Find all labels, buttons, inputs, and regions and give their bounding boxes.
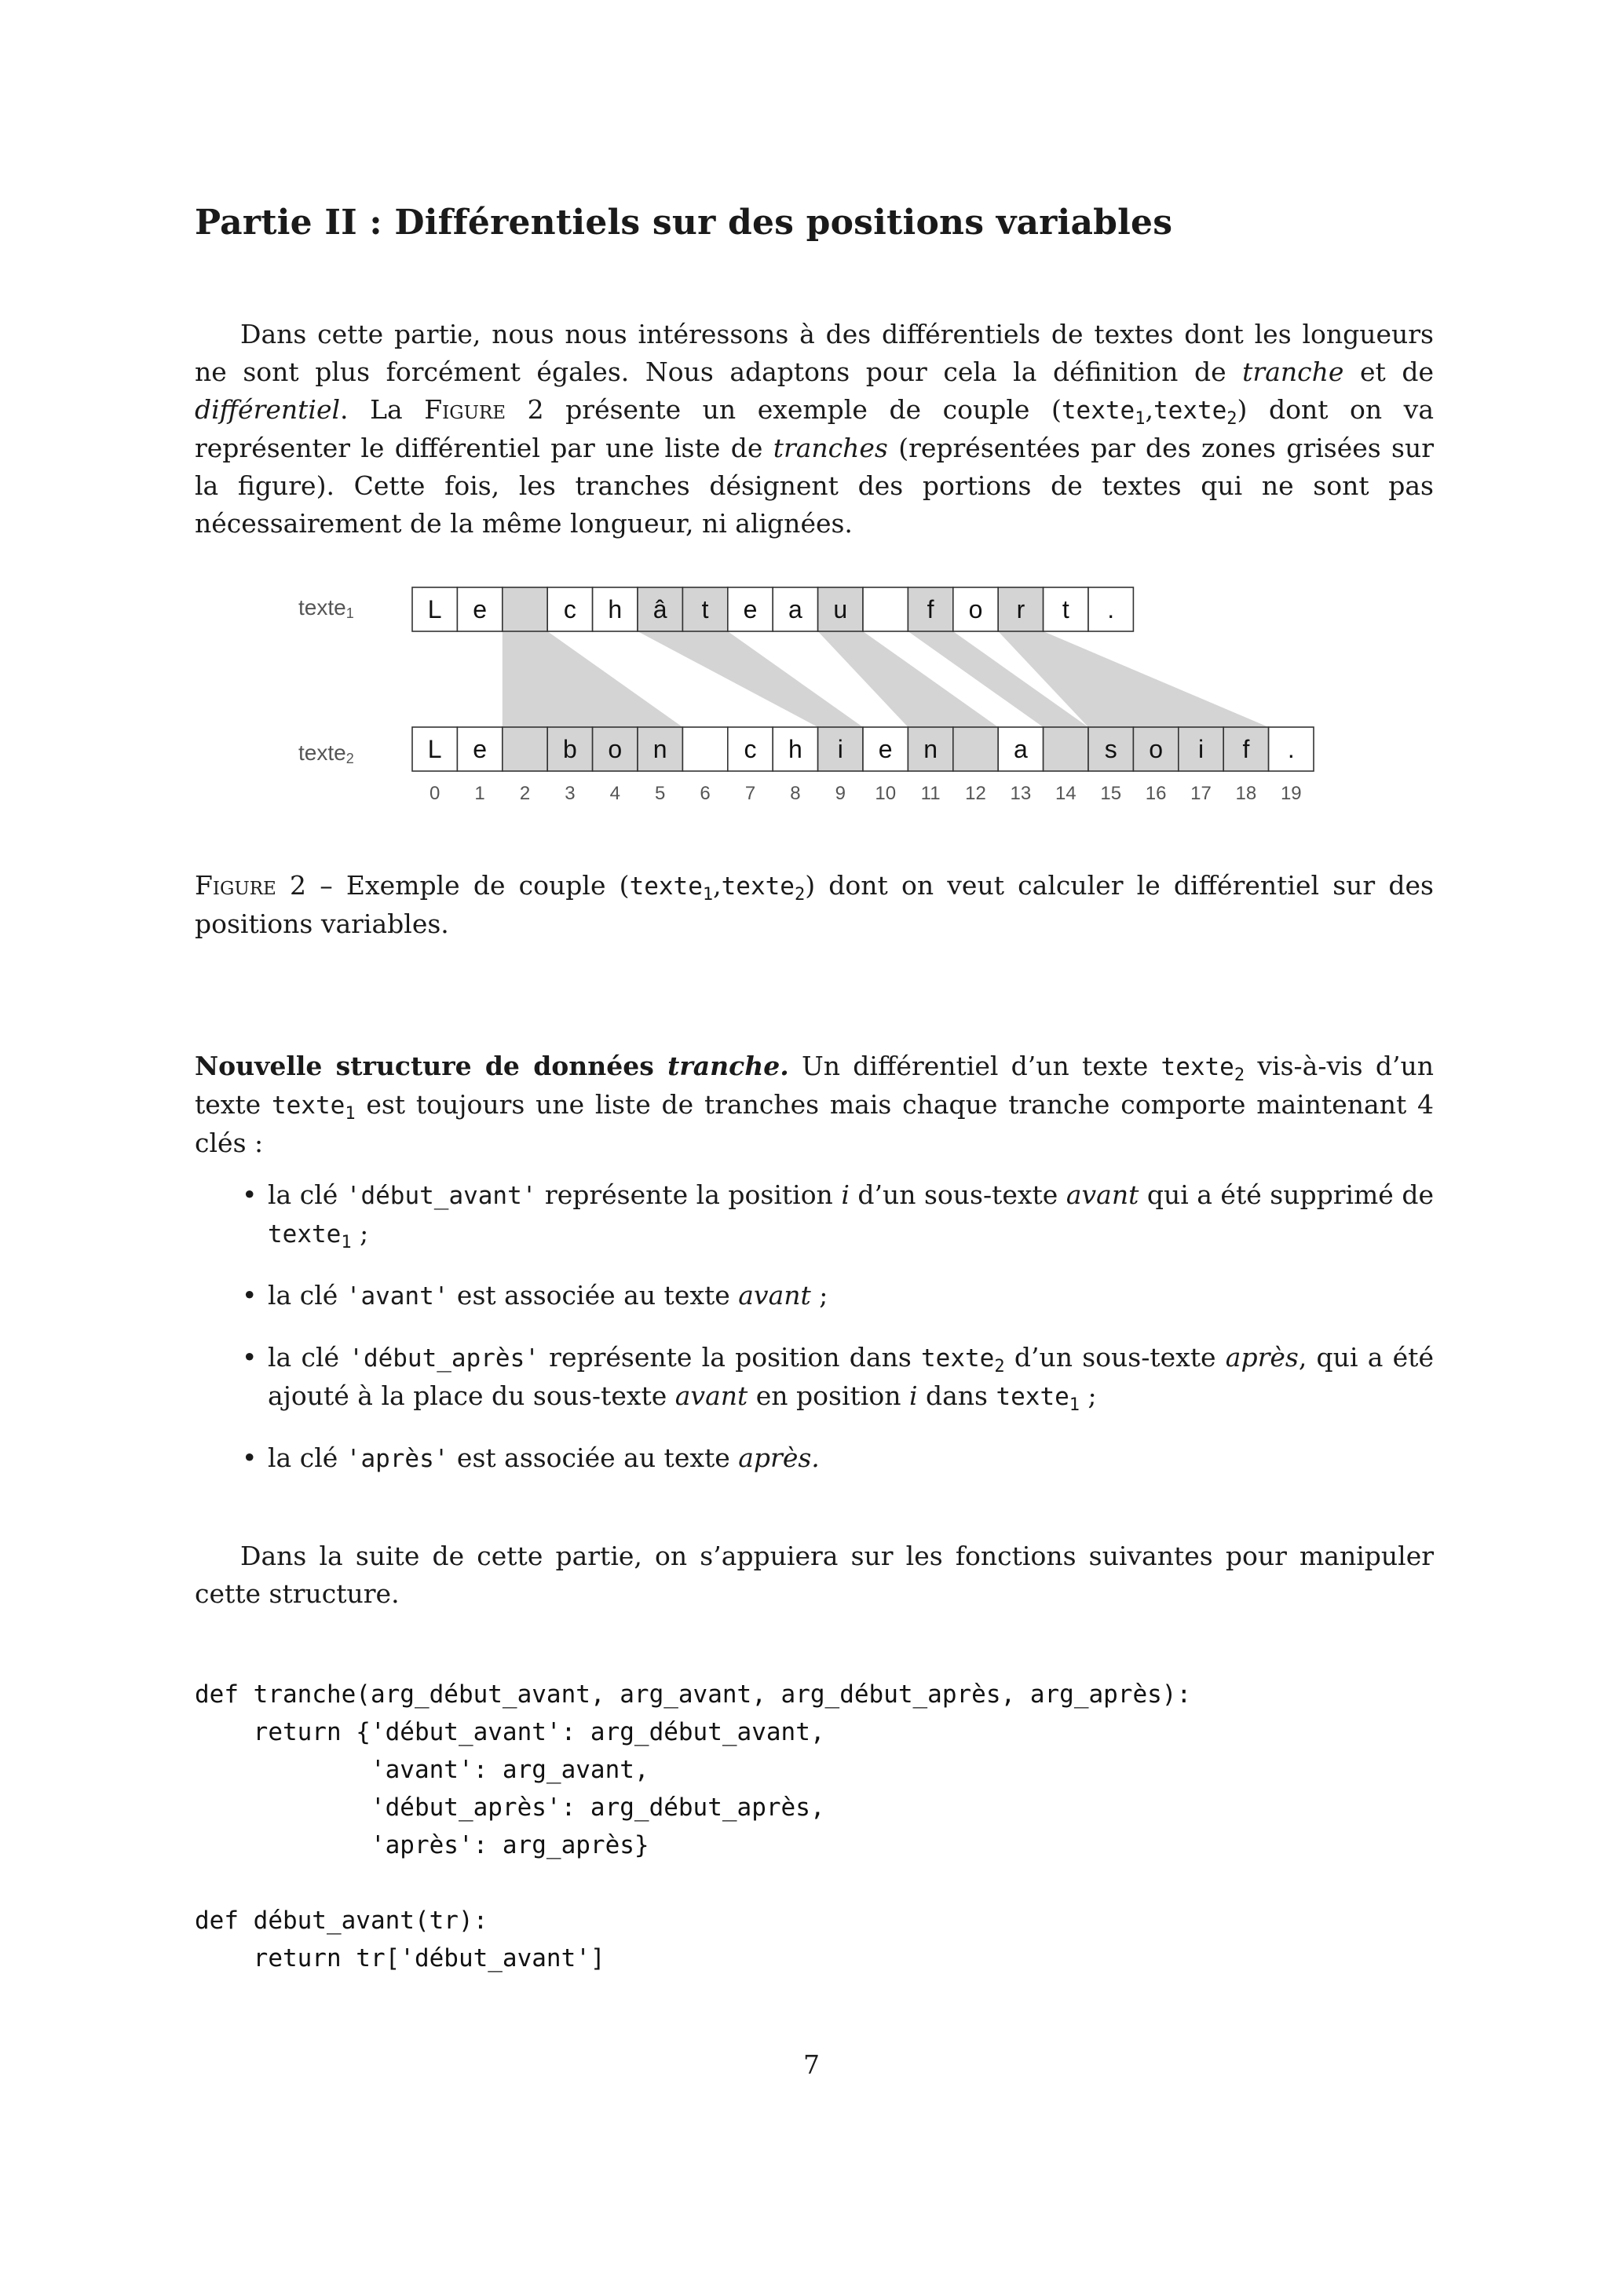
intro-term-tranche: tranche: [1242, 356, 1344, 387]
figure-diagram: [283, 565, 1335, 817]
texte2-char-13: a: [1014, 735, 1028, 763]
texte2-char-5: n: [652, 735, 667, 763]
index-label-16: 16: [1145, 783, 1167, 804]
struct-text: Un différentiel d’un texte: [788, 1051, 1161, 1081]
texte1-char-8: a: [788, 595, 802, 623]
texte1-cell-7: [728, 587, 773, 631]
tranche-link-1: [638, 631, 863, 727]
var-texte2: texte$_2$: [1161, 1053, 1245, 1086]
texte2-box-14: [1044, 727, 1088, 771]
texte2-cell-1: [457, 727, 502, 771]
label-texte2: texte2: [298, 740, 354, 766]
var-texte2: texte$_2$: [921, 1344, 1005, 1377]
texte2-cell-8: [773, 727, 817, 771]
var-texte1: texte$_1$: [1061, 397, 1146, 430]
tranche-link-0: [503, 631, 683, 727]
texte2-cell-7: [728, 727, 773, 771]
texte1-char-14: t: [1062, 595, 1069, 623]
index-label-0: 0: [430, 783, 440, 804]
comma: ,: [1145, 394, 1153, 425]
texte2-row: [412, 727, 1314, 771]
intro-text: . La: [340, 394, 425, 425]
texte1-cell-10: [863, 587, 908, 631]
texte1-cell-5: [638, 587, 682, 631]
texte2-char-19: .: [1287, 735, 1295, 763]
list-item: • la clé 'début_après' représente la position dans texte$_2$ d’un sous-texte après, qui a été ajouté à la place du sous-texte avant en position i dans texte$_1$ ;: [195, 1339, 1434, 1416]
index-label-10: 10: [875, 783, 897, 804]
caption-figure-word: Figure: [195, 870, 276, 901]
texte1-cell-1: [457, 587, 502, 631]
texte1-char-13: r: [1016, 595, 1025, 623]
code-block-debut-avant: def début_avant(tr): return tr['début_avant']: [195, 1907, 605, 1972]
struct-text: est toujours une liste de tranches mais chaque tranche comporte maintenant 4 clés :: [195, 1089, 1434, 1158]
texte1-cell-14: [1044, 587, 1088, 631]
texte2-cell-6: [682, 727, 727, 771]
texte1-char-7: e: [743, 595, 758, 623]
texte2-cell-17: [1179, 727, 1223, 771]
var-texte1: texte$_1$: [629, 872, 714, 905]
texte2-cell-12: [953, 727, 998, 771]
index-label-17: 17: [1190, 783, 1212, 804]
texte2-cell-9: [818, 727, 863, 771]
texte1-cell-6: [682, 587, 727, 631]
index-label-15: 15: [1100, 783, 1122, 804]
texte1-char-12: o: [968, 595, 983, 623]
texte2-char-11: n: [923, 735, 938, 763]
index-label-4: 4: [609, 783, 620, 804]
texte1-char-6: t: [701, 595, 709, 623]
texte2-cell-13: [998, 727, 1043, 771]
list-item: • la clé 'avant' est associée au texte avant ;: [195, 1277, 1434, 1315]
key-debut-apres: 'début_après': [349, 1344, 539, 1373]
texte2-box-12: [953, 727, 998, 771]
texte2-char-7: c: [744, 735, 757, 763]
section-title: Partie II : Différentiels sur des positions variables: [195, 203, 1173, 243]
page-number: 7: [803, 2049, 820, 2080]
index-label-1: 1: [474, 783, 485, 804]
texte2-cell-19: [1269, 727, 1314, 771]
label-texte1: texte1: [298, 595, 354, 621]
var-texte2: texte$_2$: [1153, 397, 1237, 430]
texte2-char-9: i: [837, 735, 843, 763]
var-texte1: texte$_1$: [271, 1091, 356, 1124]
var-texte1: texte$_1$: [268, 1220, 352, 1253]
index-label-8: 8: [790, 783, 801, 804]
index-row: [430, 783, 1302, 804]
texte2-char-18: f: [1242, 735, 1250, 763]
texte1-cell-11: [908, 587, 952, 631]
index-label-9: 9: [835, 783, 846, 804]
texte2-cell-2: [503, 727, 547, 771]
tranche-links: [503, 631, 1269, 727]
key-debut-avant: 'début_avant': [345, 1182, 537, 1210]
texte2-cell-11: [908, 727, 952, 771]
intro-paragraph: [195, 316, 1434, 543]
texte1-char-1: e: [473, 595, 487, 623]
index-label-14: 14: [1055, 783, 1077, 804]
index-label-11: 11: [920, 783, 941, 804]
intro-text: (représentées par des zones grisées sur la figure). Cette fois, les tranches désignent des portions de textes qui ne sont pas nécessairement de la même longueur, ni alignées.: [195, 433, 1434, 539]
after-bullets-paragraph: Dans la suite de cette partie, on s’appuiera sur les fonctions suivantes pour manipuler cette structure.: [195, 1541, 1434, 1609]
texte1-char-0: L: [427, 595, 442, 623]
texte1-char-9: u: [833, 595, 848, 623]
index-label-7: 7: [744, 783, 756, 804]
texte1-cell-0: [412, 587, 457, 631]
texte1-row: [412, 587, 1133, 631]
bullet-icon: •: [242, 1179, 258, 1210]
intro-text: Dans cette partie, nous nous intéressons à des différentiels de textes dont les longueurs ne sont plus forcément égales. Nous adaptons pour cela la définition de: [195, 319, 1434, 387]
caption-text: 2 – Exemple de couple (: [276, 870, 630, 901]
index-label-5: 5: [655, 783, 666, 804]
struct-heading: Nouvelle structure de données: [195, 1051, 668, 1081]
caption-text: ) dont on veut calculer le différentiel sur des positions variables.: [195, 870, 1434, 939]
texte1-cell-3: [547, 587, 592, 631]
code-block-tranche: def tranche(arg_début_avant, arg_avant, arg_début_après, arg_après): return {'début_avant': arg_début_avant, 'avant': arg_avant, 'début_après': arg_début_après, 'après': arg_après}: [195, 1680, 1192, 1859]
texte1-char-3: c: [563, 595, 576, 623]
texte2-char-17: i: [1197, 735, 1204, 763]
texte2-box-2: [503, 727, 547, 771]
texte2-cell-15: [1088, 727, 1133, 771]
texte2-cell-0: [412, 727, 457, 771]
texte2-char-4: o: [608, 735, 623, 763]
texte1-cell-4: [593, 587, 638, 631]
texte2-char-15: s: [1104, 735, 1117, 763]
bullet-icon: •: [242, 1280, 258, 1311]
index-label-12: 12: [965, 783, 986, 804]
texte2-cell-3: [547, 727, 592, 771]
bullet-icon: •: [242, 1342, 258, 1373]
texte1-char-5: â: [652, 595, 667, 623]
texte2-char-16: o: [1149, 735, 1163, 763]
texte2-char-10: e: [878, 735, 893, 763]
texte2-char-8: h: [788, 735, 802, 763]
intro-text: et de: [1343, 356, 1434, 387]
texte2-cell-16: [1133, 727, 1178, 771]
texte1-cell-12: [953, 587, 998, 631]
var-texte1: texte$_1$: [996, 1383, 1080, 1416]
texte2-char-0: L: [427, 735, 442, 763]
texte1-cell-13: [998, 587, 1043, 631]
texte2-cell-4: [593, 727, 638, 771]
texte2-box-6: [682, 727, 727, 771]
texte2-cell-18: [1223, 727, 1268, 771]
texte1-cell-8: [773, 587, 817, 631]
texte1-cell-15: [1088, 587, 1133, 631]
index-label-13: 13: [1010, 783, 1032, 804]
key-apres: 'après': [345, 1445, 449, 1473]
index-label-3: 3: [565, 783, 576, 804]
key-avant: 'avant': [345, 1282, 449, 1311]
texte2-cell-5: [638, 727, 682, 771]
struct-heading-italic: tranche.: [667, 1051, 789, 1081]
index-label-6: 6: [700, 783, 711, 804]
index-label-19: 19: [1280, 783, 1302, 804]
struct-text: vis-à-vis d’un texte: [195, 1051, 1435, 1120]
texte1-box-2: [503, 587, 547, 631]
texte2-char-1: e: [473, 735, 487, 763]
texte1-cell-9: [818, 587, 863, 631]
comma: ,: [713, 870, 722, 901]
bullet-icon: •: [242, 1442, 258, 1473]
texte1-box-10: [863, 587, 908, 631]
texte1-cell-2: [503, 587, 547, 631]
keys-list: [195, 1176, 1434, 1501]
intro-term-tranches: tranches: [773, 433, 888, 463]
intro-text: ) dont on va représenter le différentiel par une liste de: [195, 394, 1434, 463]
list-item: • la clé 'début_avant' représente la position i d’un sous-texte avant qui a été supprimé de texte$_1$ ;: [195, 1176, 1434, 1253]
texte1-char-4: h: [608, 595, 623, 623]
texte2-cell-14: [1044, 727, 1088, 771]
index-label-18: 18: [1235, 783, 1257, 804]
list-item: • la clé 'après' est associée au texte après.: [195, 1439, 1434, 1478]
figure-ref: Figure: [424, 394, 506, 425]
intro-text: 2 présente un exemple de couple (: [506, 394, 1062, 425]
texte1-char-15: .: [1107, 595, 1115, 623]
texte1-char-11: f: [927, 595, 934, 623]
figure-2: [283, 565, 1335, 817]
index-label-2: 2: [519, 783, 531, 804]
figure-caption: [195, 867, 1434, 943]
intro-term-differentiel: différentiel: [195, 394, 341, 425]
var-texte2: texte$_2$: [721, 872, 806, 905]
struct-paragraph: [195, 1047, 1434, 1162]
texte2-cell-10: [863, 727, 908, 771]
texte2-char-3: b: [563, 735, 577, 763]
